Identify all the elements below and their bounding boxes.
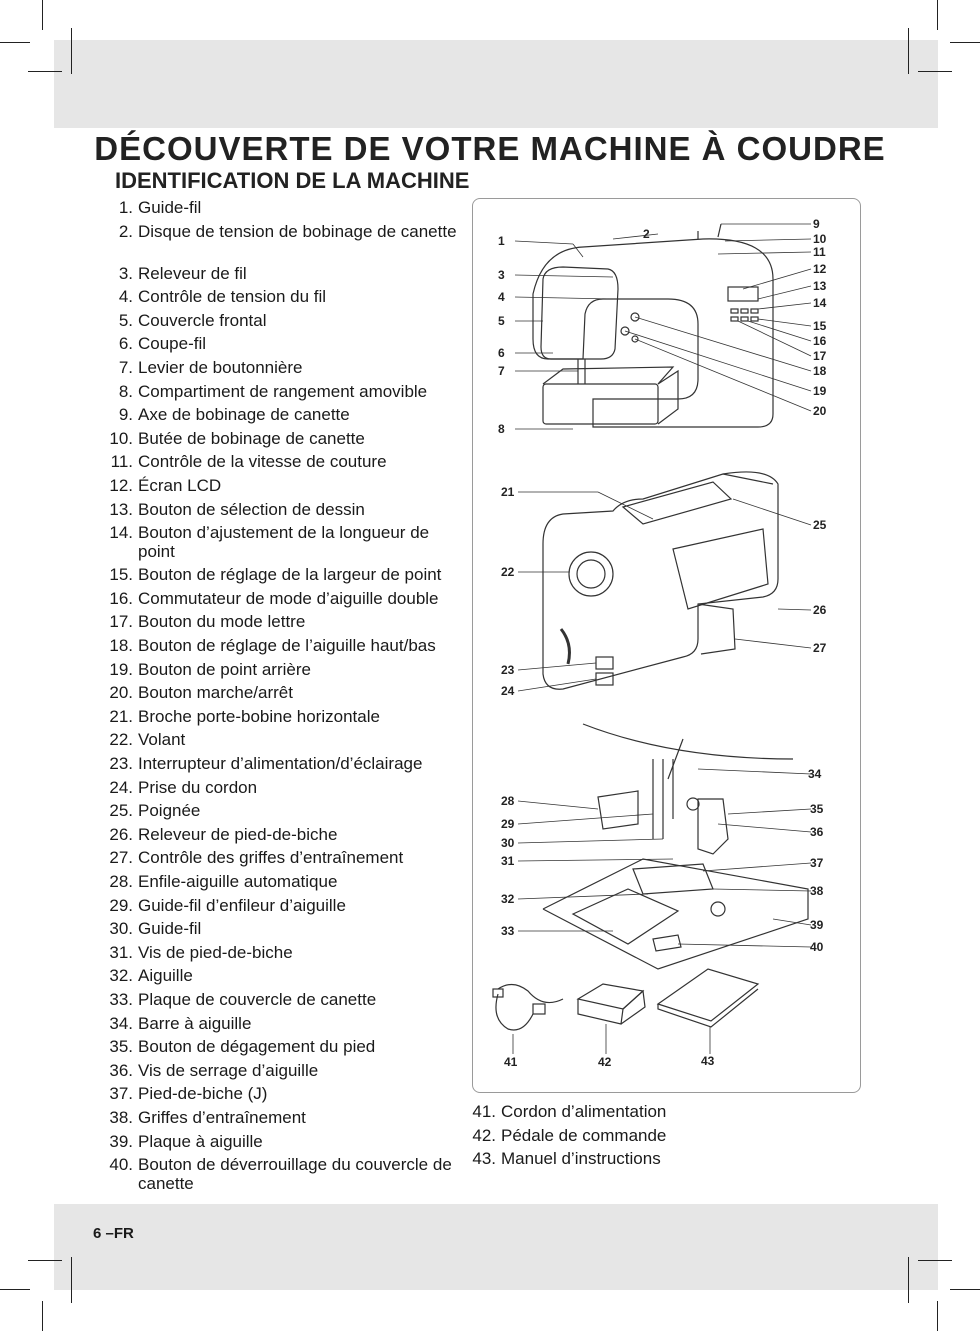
part-label: Bouton de réglage de l’aiguille haut/bas bbox=[138, 636, 436, 655]
part-label: Contrôle des griffes d’entraînement bbox=[138, 848, 404, 868]
part-number: 20. bbox=[109, 683, 133, 703]
part-label: Interrupteur d’alimentation/d’éclairage bbox=[138, 754, 423, 773]
part-number: 36. bbox=[109, 1060, 133, 1080]
part-item bbox=[105, 589, 465, 608]
part-label: Butée de bobinage de canette bbox=[138, 428, 365, 448]
part-number: 9. bbox=[118, 405, 133, 425]
page-number: 6 –FR bbox=[93, 1225, 134, 1242]
part-label: Bouton d’ajustement de la longueur de point bbox=[138, 523, 430, 562]
part-number: 1. bbox=[118, 198, 133, 217]
callout-43: 43 bbox=[701, 1054, 715, 1068]
part-number: 38. bbox=[109, 1108, 133, 1127]
callout-41: 41 bbox=[504, 1055, 518, 1069]
callout-6: 6 bbox=[498, 346, 505, 360]
part-label: Manuel d’instructions bbox=[501, 1149, 661, 1169]
part-label: Bouton de dégagement du pied bbox=[138, 1037, 376, 1057]
callout-37: 37 bbox=[810, 856, 824, 870]
callout-4: 4 bbox=[498, 290, 505, 304]
part-number: 11. bbox=[110, 452, 133, 472]
part-number: 35. bbox=[109, 1037, 133, 1057]
part-item bbox=[105, 707, 465, 726]
callout-27: 27 bbox=[813, 641, 827, 655]
part-number: 39. bbox=[109, 1131, 133, 1151]
callout-14: 14 bbox=[813, 296, 827, 310]
callout-32: 32 bbox=[501, 892, 515, 906]
part-item bbox=[105, 405, 465, 424]
part-item bbox=[105, 683, 465, 702]
callout-9: 9 bbox=[813, 217, 820, 231]
crop-mark bbox=[908, 1257, 909, 1303]
callout-36: 36 bbox=[810, 825, 824, 839]
part-number: 4. bbox=[118, 287, 133, 307]
machine-diagram bbox=[472, 198, 861, 1093]
part-number: 29. bbox=[109, 895, 133, 915]
part-number: 31. bbox=[109, 942, 133, 962]
callout-10: 10 bbox=[813, 232, 827, 246]
part-number: 12. bbox=[109, 476, 133, 495]
callout-30: 30 bbox=[501, 836, 515, 850]
part-item bbox=[105, 778, 465, 797]
part-number: 26. bbox=[109, 824, 133, 844]
part-number: 43. bbox=[472, 1149, 496, 1169]
part-item bbox=[105, 990, 465, 1009]
part-label: Contrôle de la vitesse de couture bbox=[138, 452, 387, 472]
part-label: Broche porte-bobine horizontale bbox=[138, 706, 380, 726]
part-item bbox=[105, 636, 465, 655]
part-number: 33. bbox=[109, 990, 133, 1009]
callout-40: 40 bbox=[810, 940, 824, 954]
crop-mark bbox=[42, 1301, 43, 1331]
callout-28: 28 bbox=[501, 794, 515, 808]
part-number: 10. bbox=[109, 428, 133, 448]
part-item bbox=[468, 1126, 728, 1145]
part-number: 23. bbox=[109, 754, 133, 773]
callout-17: 17 bbox=[813, 349, 827, 363]
part-label: Plaque de couvercle de canette bbox=[138, 990, 377, 1009]
part-label: Bouton de réglage de la largeur de point bbox=[138, 565, 442, 585]
footer-band bbox=[54, 1204, 938, 1290]
part-item bbox=[105, 1084, 465, 1103]
part-label: Volant bbox=[138, 730, 186, 750]
part-item bbox=[105, 198, 465, 217]
crop-mark bbox=[28, 71, 62, 72]
machine-rear-view bbox=[543, 472, 778, 689]
part-item bbox=[105, 1108, 465, 1127]
part-item bbox=[105, 730, 465, 749]
crop-mark bbox=[937, 0, 938, 30]
accessories bbox=[493, 969, 758, 1030]
machine-illustration bbox=[473, 199, 862, 1094]
part-item bbox=[105, 1061, 465, 1080]
header-band bbox=[54, 40, 938, 128]
presser-foot-detail bbox=[543, 724, 808, 969]
part-label: Pied-de-biche (J) bbox=[138, 1084, 268, 1104]
crop-mark bbox=[950, 1289, 980, 1290]
part-label: Bouton marche/arrêt bbox=[138, 683, 293, 703]
part-number: 17. bbox=[109, 612, 133, 632]
part-label: Écran LCD bbox=[138, 476, 222, 495]
part-item bbox=[105, 476, 465, 495]
part-item bbox=[105, 1014, 465, 1033]
part-item bbox=[105, 1132, 465, 1151]
callout-34: 34 bbox=[808, 767, 822, 781]
section-subtitle: IDENTIFICATION DE LA MACHINE bbox=[115, 168, 470, 193]
callout-5: 5 bbox=[498, 314, 505, 328]
part-item bbox=[468, 1149, 728, 1168]
part-number: 32. bbox=[109, 966, 133, 986]
callout-31: 31 bbox=[501, 854, 515, 868]
part-label: Guide-fil bbox=[138, 198, 202, 217]
part-number: 8. bbox=[118, 381, 133, 401]
part-label: Releveur de pied-de-biche bbox=[138, 824, 338, 844]
part-label: Bouton de point arrière bbox=[138, 659, 311, 679]
part-item bbox=[105, 754, 465, 773]
callout-39: 39 bbox=[810, 918, 824, 932]
part-number: 5. bbox=[118, 310, 133, 330]
part-item bbox=[105, 943, 465, 962]
machine-front-view bbox=[533, 224, 773, 427]
callout-19: 19 bbox=[813, 384, 827, 398]
part-item bbox=[105, 565, 465, 584]
crop-mark bbox=[42, 0, 43, 30]
part-item bbox=[105, 500, 465, 519]
part-item bbox=[468, 1102, 728, 1121]
part-number: 30. bbox=[109, 919, 133, 939]
part-number: 15. bbox=[109, 565, 133, 585]
part-label: Compartiment de rangement amovible bbox=[138, 381, 428, 401]
part-item bbox=[105, 896, 465, 915]
part-item bbox=[105, 1155, 465, 1193]
part-label: Disque de tension de bobinage de canette bbox=[138, 221, 457, 241]
part-item bbox=[105, 382, 465, 401]
part-label: Pédale de commande bbox=[501, 1125, 667, 1145]
callout-33: 33 bbox=[501, 924, 515, 938]
part-item bbox=[105, 801, 465, 820]
callout-29: 29 bbox=[501, 817, 515, 831]
part-number: 34. bbox=[109, 1013, 133, 1033]
part-label: Couvercle frontal bbox=[138, 310, 267, 330]
callout-38: 38 bbox=[810, 884, 824, 898]
callout-25: 25 bbox=[813, 518, 827, 532]
crop-mark bbox=[71, 28, 72, 74]
crop-mark bbox=[908, 28, 909, 74]
part-item bbox=[105, 287, 465, 306]
callout-16: 16 bbox=[813, 334, 827, 348]
part-label: Enfile-aiguille automatique bbox=[138, 872, 338, 891]
part-number: 22. bbox=[109, 730, 133, 750]
part-item bbox=[105, 872, 465, 891]
part-label: Bouton de déverrouillage du couvercle de canette bbox=[138, 1155, 452, 1194]
crop-mark bbox=[0, 42, 30, 43]
callout-3: 3 bbox=[498, 268, 505, 282]
part-label: Prise du cordon bbox=[138, 777, 258, 797]
part-label: Guide-fil bbox=[138, 919, 202, 939]
callout-35: 35 bbox=[810, 802, 824, 816]
part-label: Bouton de sélection de dessin bbox=[138, 499, 365, 519]
callout-18: 18 bbox=[813, 364, 827, 378]
part-number: 37. bbox=[109, 1084, 133, 1104]
part-number: 2. bbox=[118, 221, 133, 241]
part-item bbox=[105, 1037, 465, 1056]
part-item bbox=[105, 264, 465, 283]
callout-1: 1 bbox=[498, 234, 505, 248]
crop-mark bbox=[950, 42, 980, 43]
callout-13: 13 bbox=[813, 279, 827, 293]
part-number: 6. bbox=[118, 334, 133, 354]
callout-22: 22 bbox=[501, 565, 515, 579]
part-number: 41. bbox=[472, 1102, 496, 1121]
part-label: Axe de bobinage de canette bbox=[138, 405, 350, 425]
part-label: Vis de serrage d’aiguille bbox=[138, 1060, 319, 1080]
part-item bbox=[105, 966, 465, 985]
crop-mark bbox=[71, 1257, 72, 1303]
part-item bbox=[105, 452, 465, 471]
part-label: Plaque à aiguille bbox=[138, 1131, 263, 1151]
part-label: Coupe-fil bbox=[138, 334, 207, 354]
part-label: Contrôle de tension du fil bbox=[138, 287, 327, 307]
callout-15: 15 bbox=[813, 319, 827, 333]
part-label: Bouton du mode lettre bbox=[138, 612, 306, 632]
part-item bbox=[105, 612, 465, 631]
callout-23: 23 bbox=[501, 663, 515, 677]
part-item bbox=[105, 311, 465, 330]
callout-26: 26 bbox=[813, 603, 827, 617]
part-number: 18. bbox=[109, 636, 133, 655]
part-label: Releveur de fil bbox=[138, 263, 247, 283]
part-item bbox=[105, 825, 465, 844]
part-label: Guide-fil d’enfileur d’aiguille bbox=[138, 895, 346, 915]
part-number: 25. bbox=[109, 801, 133, 821]
page-title: DÉCOUVERTE DE VOTRE MACHINE À COUDRE bbox=[94, 130, 886, 167]
callout-12: 12 bbox=[813, 262, 827, 276]
part-number: 14. bbox=[109, 523, 133, 543]
callout-21: 21 bbox=[501, 485, 515, 499]
callout-24: 24 bbox=[501, 684, 515, 698]
part-number: 3. bbox=[118, 263, 133, 283]
part-number: 40. bbox=[109, 1155, 133, 1175]
part-item bbox=[105, 358, 465, 377]
part-item bbox=[105, 334, 465, 353]
part-label: Aiguille bbox=[138, 966, 193, 986]
part-item bbox=[105, 523, 465, 561]
callout-2: 2 bbox=[643, 227, 650, 241]
callout-42: 42 bbox=[598, 1055, 612, 1069]
callout-7: 7 bbox=[498, 364, 505, 378]
crop-mark bbox=[0, 1289, 30, 1290]
part-number: 27. bbox=[109, 848, 133, 868]
part-label: Vis de pied-de-biche bbox=[138, 942, 293, 962]
part-number: 28. bbox=[109, 872, 133, 891]
part-number: 7. bbox=[118, 358, 133, 377]
crop-mark bbox=[918, 71, 952, 72]
part-item bbox=[105, 429, 465, 448]
part-number: 19. bbox=[109, 659, 133, 679]
part-label: Poignée bbox=[138, 801, 201, 821]
part-label: Barre à aiguille bbox=[138, 1013, 252, 1033]
callout-11: 11 bbox=[813, 245, 826, 259]
part-number: 24. bbox=[109, 777, 133, 797]
part-label: Griffes d’entraînement bbox=[138, 1108, 306, 1127]
part-item bbox=[105, 222, 465, 241]
callout-20: 20 bbox=[813, 404, 827, 418]
part-item bbox=[105, 660, 465, 679]
part-number: 13. bbox=[109, 499, 133, 519]
part-label: Cordon d’alimentation bbox=[501, 1102, 667, 1121]
part-item bbox=[105, 848, 465, 867]
crop-mark bbox=[918, 1260, 952, 1261]
part-label: Levier de boutonnière bbox=[138, 358, 303, 377]
part-number: 21. bbox=[109, 706, 133, 726]
crop-mark bbox=[937, 1301, 938, 1331]
part-label: Commutateur de mode d’aiguille double bbox=[138, 588, 439, 608]
part-number: 42. bbox=[472, 1125, 496, 1145]
crop-mark bbox=[28, 1260, 62, 1261]
callout-8: 8 bbox=[498, 422, 505, 436]
part-item bbox=[105, 919, 465, 938]
part-number: 16. bbox=[109, 588, 133, 608]
